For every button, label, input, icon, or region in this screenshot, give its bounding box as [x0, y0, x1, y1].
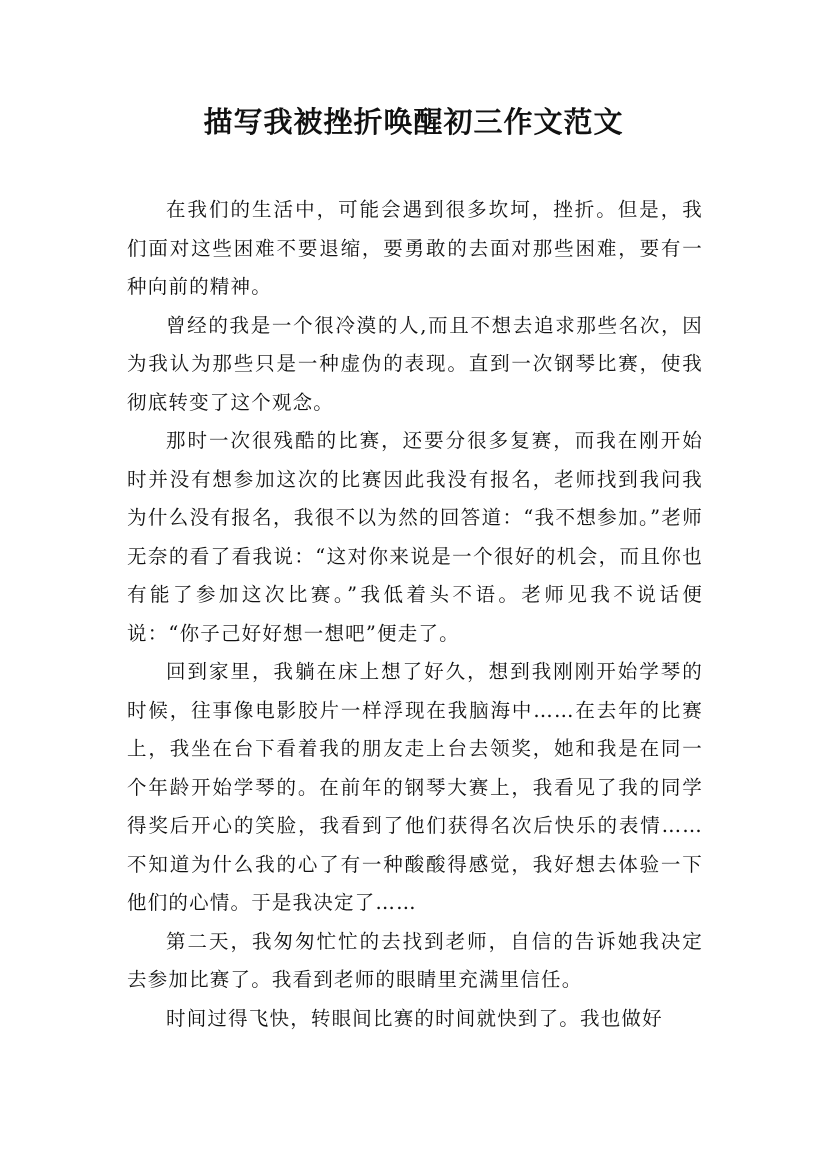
document-body	[127, 191, 703, 1038]
paragraph-3: 那时一次很残酷的比赛，还要分很多复赛，而我在刚开始时并没有想参加这次的比赛因此我没有报名，老师找到我问我为什么没有报名，我很不以为然的回答道：“我不想参加。”老师无奈的看了看我说：“这对你来说是一个很好的机会，而且你也有能了参加这次比赛。”我低着头不语。老师见我不说话便说：“你子己好好想一想吧”便走了。	[127, 429, 703, 645]
paragraph-5: 第二天，我匆匆忙忙的去找到老师，自信的告诉她我决定去参加比赛了。我看到老师的眼睛里充满里信任。	[127, 929, 703, 991]
document-title: 描写我被挫折唤醒初三作文范文	[203, 105, 624, 139]
paragraph-6: 时间过得飞快，转眼间比赛的时间就快到了。我也做好	[166, 1006, 663, 1030]
paragraph-2: 曾经的我是一个很冷漠的人,而且不想去追求那些名次，因为我认为那些只是一种虚伪的表现。直到一次钢琴比赛，使我彻底转变了这个观念。	[127, 313, 703, 414]
paragraph-1: 在我们的生活中，可能会遇到很多坎坷，挫折。但是，我们面对这些困难不要退缩，要勇敢的去面对那些困难，要有一种向前的精神。	[127, 198, 703, 298]
paragraph-4: 回到家里，我躺在床上想了好久，想到我刚刚开始学琴的时候，往事像电影胶片一样浮现在我脑海中……在去年的比赛上，我坐在台下看着我的朋友走上台去领奖，她和我是在同一个年龄开始学琴的。在前年的钢琴大赛上，我看见了我的同学得奖后开心的笑脸，我看到了他们获得名次后快乐的表情……不知道为什么我的心了有一种酸酸得感觉，我好想去体验一下他们的心情。于是我决定了……	[127, 660, 703, 914]
